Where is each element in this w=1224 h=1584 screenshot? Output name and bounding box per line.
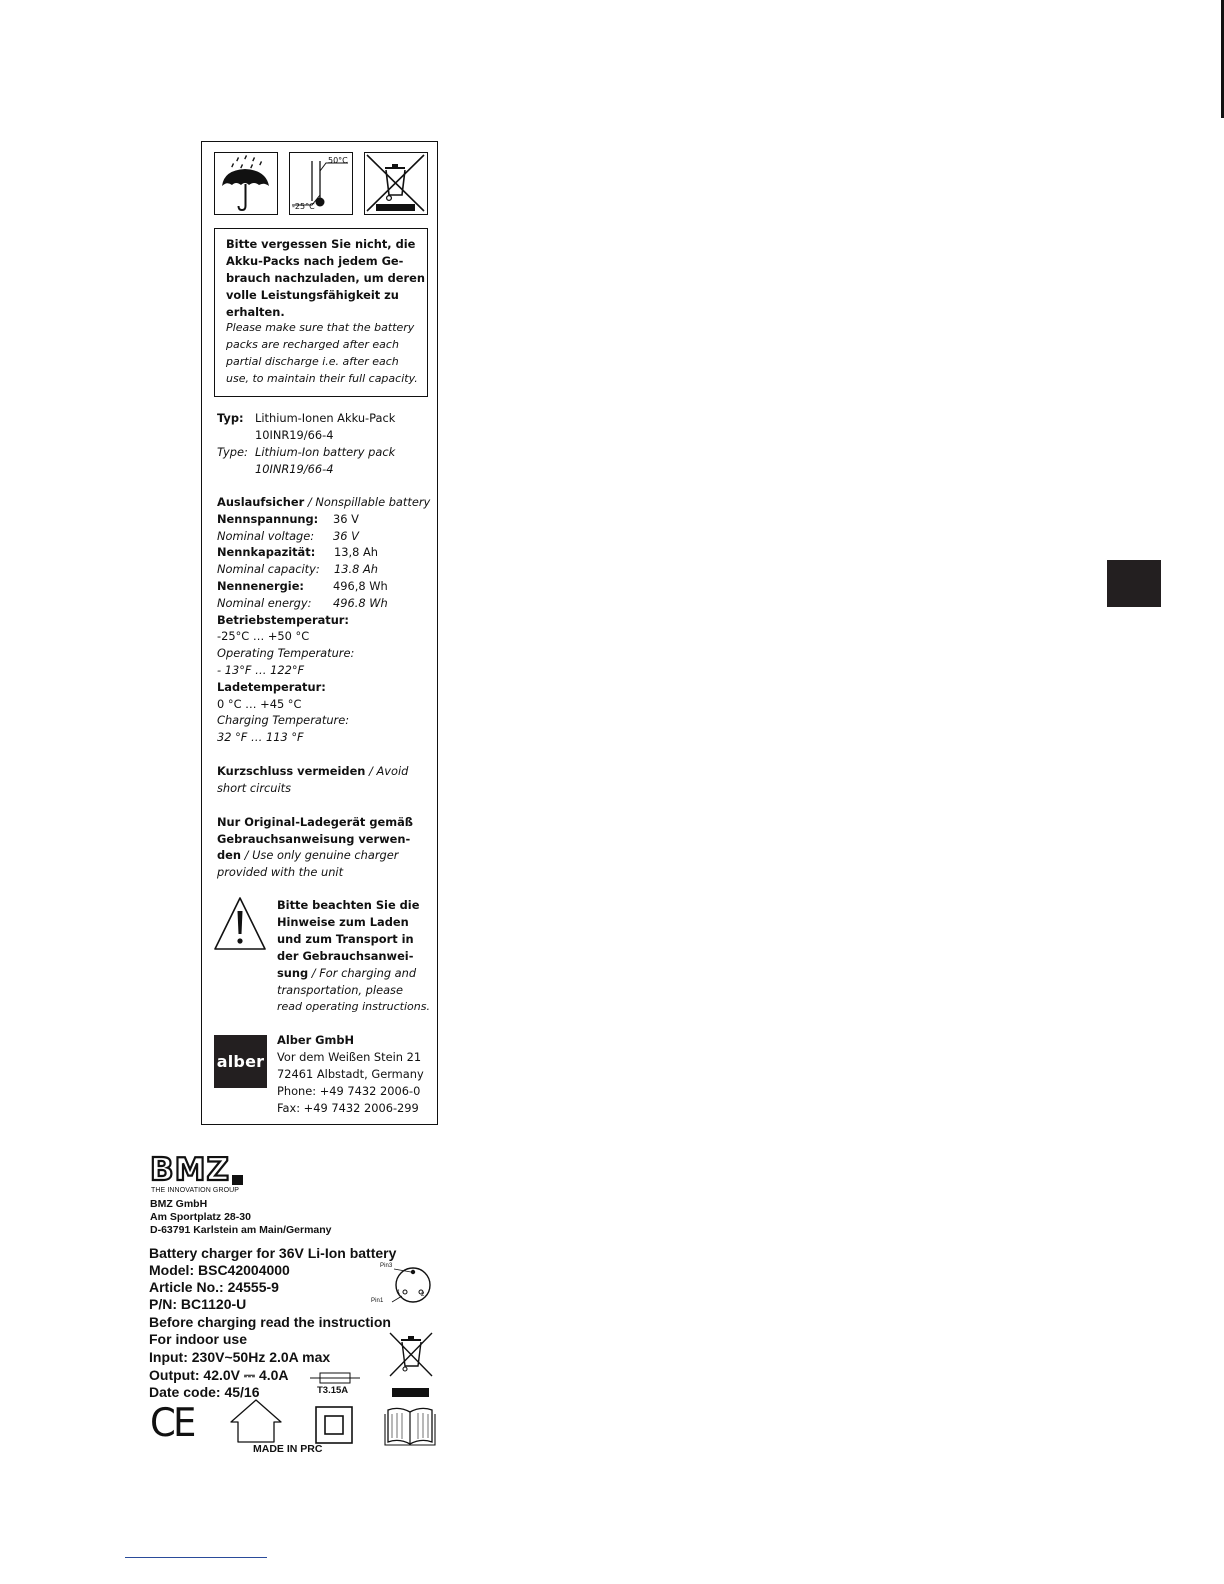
short-circuit-en: / Avoid: [369, 764, 409, 778]
crossed-bin-icon: [388, 1330, 434, 1378]
type-de-value: Lithium-Ionen Akku-Pack: [255, 411, 396, 425]
notice-de-line: volle Leistungsfähigkeit zu: [226, 288, 399, 302]
voltage-en-label: Nominal voltage:: [217, 529, 315, 543]
warning-en-1: / For charging and: [311, 966, 417, 980]
thermometer-icon-box: [289, 152, 353, 215]
notice-en-line: packs are recharged after each: [226, 338, 399, 351]
charger-en-1: / Use only genuine charger: [244, 848, 399, 862]
bmz-tagline: THE INNOVATION GROUP: [151, 1187, 240, 1194]
chapter-tab-marker: [1107, 560, 1161, 607]
weee-black-bar: [392, 1388, 429, 1397]
house-indoor-icon: [229, 1398, 283, 1444]
energy-en-value: 496.8 Wh: [333, 596, 388, 610]
optemp-de-label: Betriebstemperatur:: [217, 613, 349, 627]
pin-a-label: 1: [397, 1290, 401, 1296]
charger-en-2: provided with the unit: [217, 865, 344, 879]
manufacturer-street: Vor dem Weißen Stein 21: [277, 1050, 422, 1064]
manufacturer-name: Alber GmbH: [277, 1033, 355, 1047]
chtemp-en-label: Charging Temperature:: [217, 713, 350, 727]
manufacturer-fax: Fax: +49 7432 2006-299: [277, 1101, 419, 1115]
type-de-model: 10INR19/66-4: [255, 428, 334, 442]
notice-de-line: Akku-Packs nach jedem Ge-: [226, 254, 404, 268]
energy-de-label: Nennenergie:: [217, 579, 304, 593]
charger-line: Before charging read the instruction: [149, 1314, 391, 1330]
umbrella-icon: [215, 153, 276, 213]
weee-icon-box: [364, 152, 428, 215]
bmz-city: D-63791 Karlstein am Main/Germany: [150, 1224, 332, 1236]
short-circuit-line: [217, 763, 408, 780]
chtemp-celsius: 0 °C … +45 °C: [217, 697, 302, 711]
charger-line-3: [217, 847, 398, 864]
double-insulation-icon: [314, 1405, 354, 1445]
energy-en-label: Nominal energy:: [217, 596, 312, 610]
chtemp-de-label: Ladetemperatur:: [217, 680, 326, 694]
type-en-value: Lithium-Ion battery pack: [255, 445, 396, 459]
fuse-rating: T3.15A: [317, 1385, 349, 1396]
pin-b-label: 2: [421, 1292, 425, 1298]
manufacturer-city: 72461 Albstadt, Germany: [277, 1067, 424, 1081]
fuse-icon: [310, 1371, 360, 1385]
charger-line: Output: 42.0V ⎓ 4.0A: [149, 1367, 289, 1383]
alber-logo: alber: [214, 1035, 267, 1088]
charger-de-1: Nur Original-Ladegerät gemäß: [217, 815, 413, 829]
charger-de-3: den: [217, 848, 241, 862]
energy-de-value: 496,8 Wh: [333, 579, 388, 593]
notice-en-line: use, to maintain their full capacity.: [226, 372, 418, 385]
spill-en: / Nonspillable battery: [307, 495, 431, 509]
capacity-en-value: 13.8 Ah: [334, 562, 378, 576]
open-book-icon: [383, 1404, 437, 1446]
charger-line: P/N: BC1120-U: [149, 1296, 247, 1312]
capacity-en-label: Nominal capacity:: [217, 562, 320, 576]
warning-de-line: der Gebrauchsanwei-: [277, 949, 414, 963]
umbrella-icon-box: [214, 152, 278, 215]
warning-de-line: Bitte beachten Sie die: [277, 898, 420, 912]
bmz-street: Am Sportplatz 28-30: [150, 1211, 251, 1223]
warning-de-line: Hinweise zum Laden: [277, 915, 409, 929]
voltage-de-value: 36 V: [333, 512, 359, 526]
ce-mark: CE: [150, 1401, 194, 1446]
bmz-logo: BMZ: [150, 1152, 230, 1188]
bmz-logo-dot: [232, 1175, 243, 1185]
notice-de-line: brauch nachzuladen, um deren: [226, 271, 425, 285]
made-in: MADE IN PRC: [253, 1443, 323, 1455]
bmz-company: BMZ GmbH: [150, 1198, 208, 1210]
voltage-en-value: 36 V: [333, 529, 359, 543]
charger-line: Input: 230V~50Hz 2.0A max: [149, 1349, 331, 1365]
warning-en-3: read operating instructions.: [277, 1000, 430, 1013]
footer-rule: [125, 1557, 267, 1558]
manufacturer-phone: Phone: +49 7432 2006-0: [277, 1084, 421, 1098]
warning-de-line: und zum Transport in: [277, 932, 414, 946]
optemp-celsius: -25°C … +50 °C: [217, 629, 310, 643]
short-circuit-de: Kurzschluss vermeiden: [217, 764, 366, 778]
charger-line: Article No.: 24555-9: [149, 1279, 279, 1295]
warning-de-line: sung: [277, 966, 309, 980]
charger-line: Battery charger for 36V Li-Ion battery: [149, 1245, 397, 1261]
notice-en-line: partial discharge i.e. after each: [226, 355, 399, 368]
optemp-en-label: Operating Temperature:: [217, 646, 355, 660]
warning-line-5: [277, 965, 416, 982]
charger-line: Model: BSC42004000: [149, 1262, 290, 1278]
thermo-min-label: -25°C: [292, 202, 315, 211]
crossed-bin-icon: [365, 153, 426, 213]
capacity-de-label: Nennkapazität:: [217, 545, 316, 559]
charger-line: For indoor use: [149, 1331, 247, 1347]
notice-en-line: Please make sure that the battery: [226, 321, 415, 334]
warning-en-2: transportation, please: [277, 983, 403, 997]
thermo-max-label: 50°C: [328, 156, 348, 165]
spill-de: Auslaufsicher: [217, 495, 305, 509]
notice-de-line: Bitte vergessen Sie nicht, die: [226, 237, 416, 251]
chtemp-fahrenheit: 32 °F … 113 °F: [217, 730, 304, 744]
short-circuit-en-2: short circuits: [217, 781, 292, 795]
optemp-fahrenheit: - 13°F … 122°F: [217, 663, 305, 677]
warning-triangle-icon: [213, 896, 267, 952]
charger-de-2: Gebrauchsanweisung verwen-: [217, 832, 411, 846]
pin3-label: Pin3: [380, 1263, 393, 1269]
type-en-label: Type:: [217, 445, 248, 459]
pin1-label: Pin1: [371, 1298, 384, 1304]
type-de-label: Typ:: [217, 411, 244, 425]
spill-line: [217, 494, 430, 511]
type-en-model: 10INR19/66-4: [255, 462, 334, 476]
notice-de-line: erhalten.: [226, 305, 285, 319]
charger-line: Date code: 45/16: [149, 1384, 260, 1400]
voltage-de-label: Nennspannung:: [217, 512, 319, 526]
capacity-de-value: 13,8 Ah: [334, 545, 378, 559]
